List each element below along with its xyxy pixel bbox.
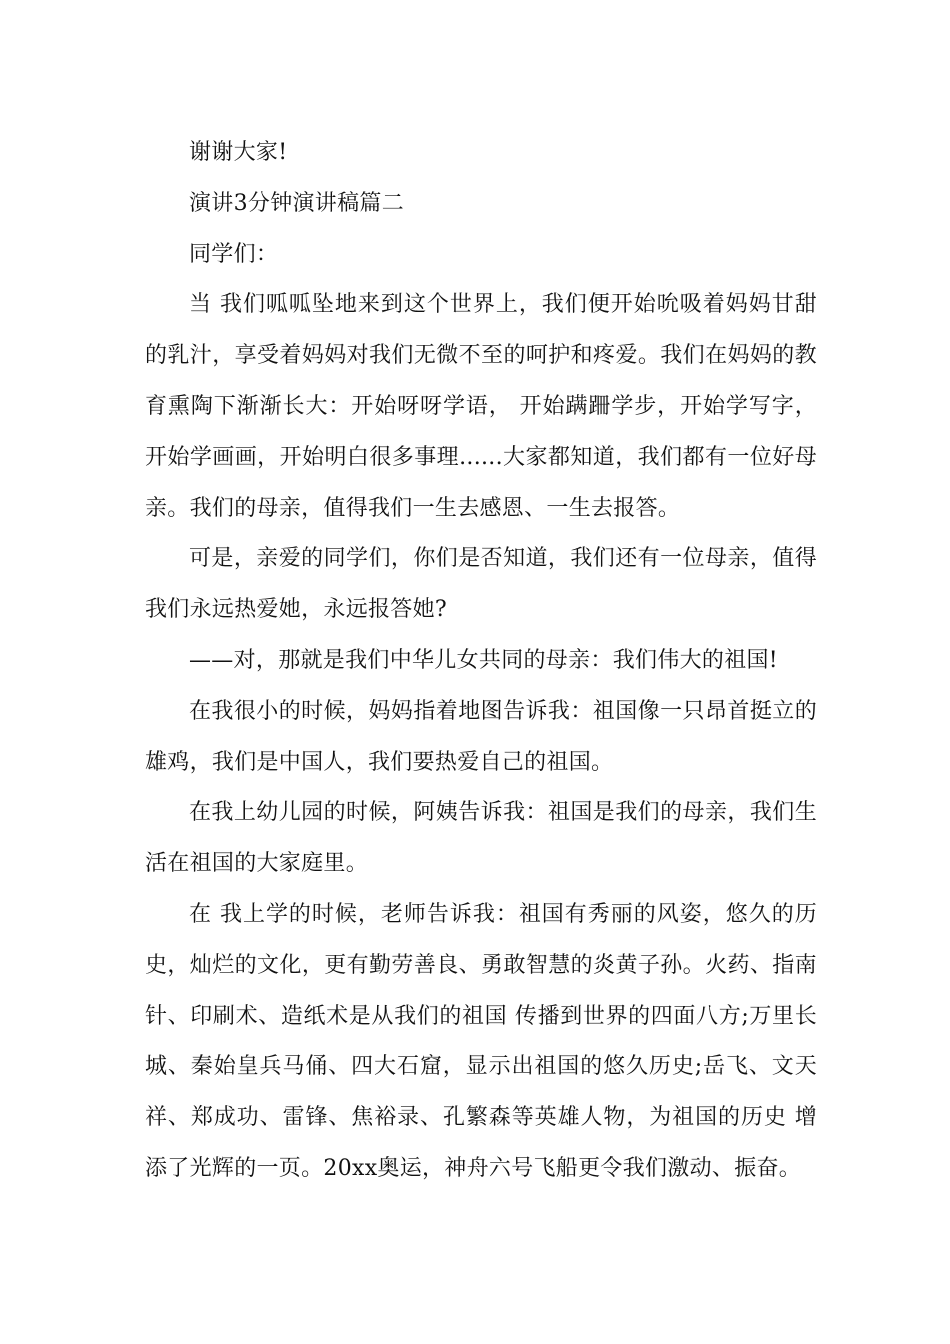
paragraph-salutation: 同学们： (189, 241, 279, 267)
paragraph-motherland: ——对，那就是我们中华儿女共同的母亲：我们伟大的祖国! (189, 647, 778, 673)
section-heading: 演讲3分钟演讲稿篇二 (189, 190, 404, 216)
paragraph-childhood: 在我很小的时候，妈妈指着地图告诉我：祖国像一只昂首挺立的雄鸡，我们是中国人，我们要热爱自己的祖国。 (145, 698, 817, 775)
paragraph-school: 在 我上学的时候，老师告诉我：祖国有秀丽的风姿，悠久的历史，灿烂的文化，更有勤劳善良、勇敢智慧的炎黄子孙。火药、指南针、印刷术、造纸术是从我们的祖国 传播到世界的四面八方;万里长城、秦始皇兵马俑、四大石窟，显示出祖国的悠久历史;岳飞、文天祥、郑成功、雷锋、焦裕录、孔繁森等英雄人物，为祖国的历史 增添了光辉的一页。20xx奥运，神舟六号飞船更令我们激动、振奋。 (145, 901, 817, 1181)
paragraph-mother: 当 我们呱呱坠地来到这个世界上，我们便开始吮吸着妈妈甘甜的乳汁，享受着妈妈对我们无微不至的呵护和疼爱。我们在妈妈的教育熏陶下渐渐长大：开始呀呀学语， 开始蹒跚学步，开始学写字，开始学画画，开始明白很多事理......大家都知道，我们都有一位好母亲。我们的母亲，值得我们一生去感恩、一生去报答。 (145, 292, 817, 521)
paragraph-another-mother: 可是，亲爱的同学们，你们是否知道，我们还有一位母亲，值得我们永远热爱她，永远报答她? (145, 546, 817, 623)
document-body (145, 128, 817, 1195)
paragraph-closing-thanks: 谢谢大家! (189, 140, 288, 165)
paragraph-kindergarten: 在我上幼儿园的时候，阿姨告诉我：祖国是我们的母亲，我们生活在祖国的大家庭里。 (145, 800, 817, 877)
